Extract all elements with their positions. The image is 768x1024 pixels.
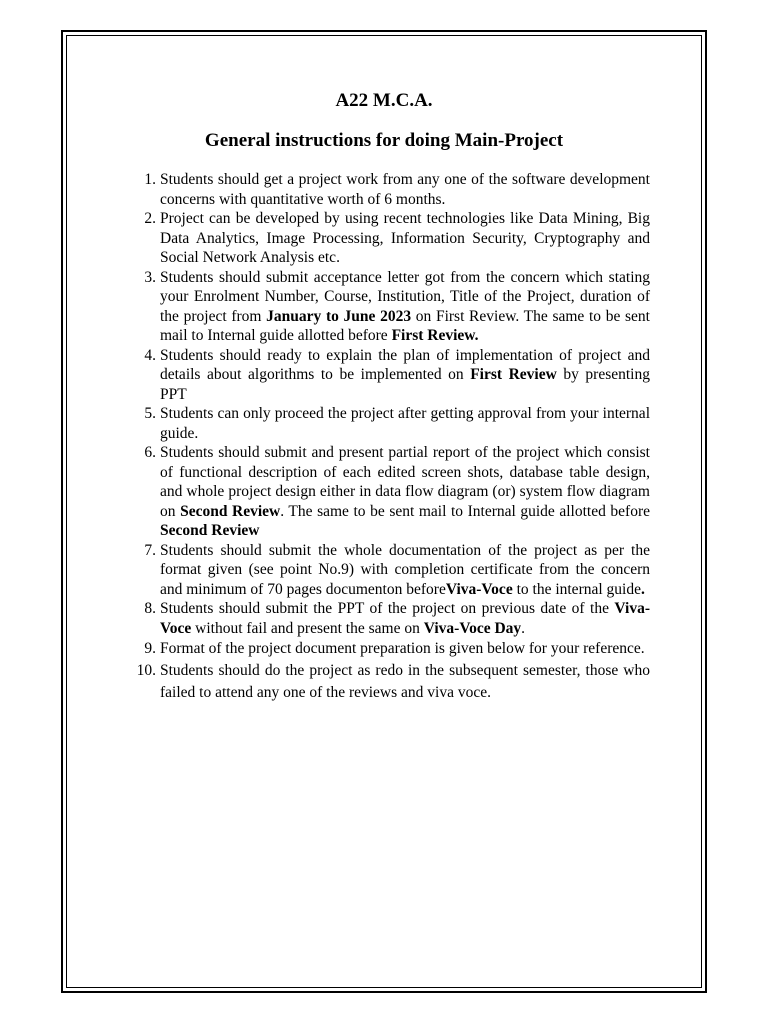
- item-bold-text: January to June 2023: [266, 307, 412, 325]
- item-bold-text: First Review.: [391, 327, 479, 344]
- document-subtitle: General instructions for doing Main-Project: [204, 130, 564, 151]
- list-item: [144, 404, 650, 443]
- item-number: 6.: [144, 444, 156, 461]
- item-text: Students should get a project work from any one of the software development concerns with quantitative worth of 6 months.: [160, 171, 650, 208]
- item-number: 7.: [144, 541, 156, 559]
- list-item: [144, 268, 650, 346]
- item-text: .: [521, 619, 526, 637]
- list-item: [136, 660, 650, 704]
- item-text: Students should submit the PPT of the project on previous date of the: [160, 600, 615, 617]
- item-text: . The same to be sent mail to Internal guide allotted before: [280, 502, 651, 520]
- list-item: [144, 638, 650, 660]
- item-text: on First Review. The same to be sent mail to Internal guide allotted before: [160, 307, 650, 344]
- item-text: Students should submit the whole documentation of the project as per the format given (see point No.9) with completion certificate from the concern and minimum of 70 pages documenton before: [160, 541, 650, 598]
- item-text: by presenting PPT: [160, 366, 650, 403]
- item-text: Students can only proceed the project after getting approval from your internal guide.: [160, 405, 650, 442]
- item-text: Project can be developed by using recent technologies like Data Mining, Big Data Analytics, Image Processing, Information Security, Cryptography and Social Network Analysis etc.: [160, 210, 650, 266]
- item-bold-text: .: [640, 580, 645, 598]
- item-bold-text: Viva-Voce Day: [423, 619, 522, 637]
- item-bold-text: Viva-Voce: [445, 580, 513, 598]
- item-bold-text: Second Review: [180, 502, 281, 520]
- item-number: 4.: [144, 346, 156, 364]
- item-bold-text: Viva-Voce: [160, 600, 650, 637]
- item-text: Students should submit acceptance letter got from the concern which stating your Enrolment Number, Course, Institution, Title of the Project, duration of the project from: [160, 268, 650, 325]
- item-number: 10.: [136, 662, 156, 679]
- item-number: 8.: [144, 600, 156, 617]
- item-number: 5.: [144, 405, 156, 422]
- item-number: 1.: [144, 171, 156, 188]
- item-text: Students should do the project as redo in the subsequent semester, those who failed to attend any one of the reviews and viva voce.: [160, 662, 650, 701]
- list-item: [144, 209, 650, 268]
- item-text: without fail and present the same on: [191, 619, 424, 637]
- item-text: to the internal guide: [512, 580, 641, 598]
- item-bold-text: First Review: [470, 366, 557, 383]
- list-item: [144, 443, 651, 541]
- item-text: Students should ready to explain the plan of implementation of project and details about algorithms to be implemented on: [160, 346, 650, 383]
- instructions-list: [136, 170, 651, 704]
- item-bold-text: Second Review: [160, 522, 260, 539]
- list-item: [144, 170, 650, 209]
- list-item: [144, 599, 650, 638]
- document-title: A22 M.C.A.: [335, 90, 433, 111]
- item-number: 3.: [144, 268, 156, 286]
- list-item: [144, 346, 650, 405]
- item-text: Students should submit and present partial report of the project which consist of functional description of each edited screen shots, database table design, and whole project design either in data flow diagram (or) system flow diagram on: [160, 444, 650, 520]
- item-number: 9.: [144, 640, 156, 657]
- item-text: Format of the project document preparation is given below for your reference.: [160, 640, 645, 657]
- list-item: [144, 541, 650, 600]
- item-number: 2.: [144, 210, 156, 227]
